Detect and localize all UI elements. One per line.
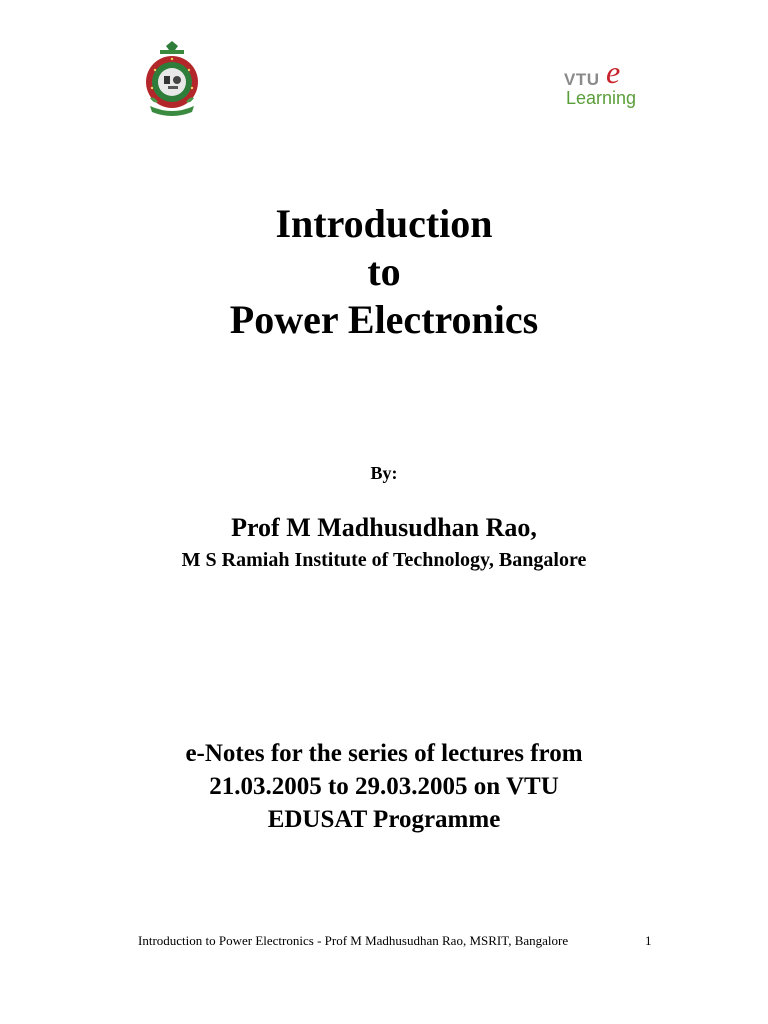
logo-learning-text: Learning <box>566 88 637 108</box>
document-title <box>0 200 768 344</box>
notes-line-1: e-Notes for the series of lectures from <box>185 740 583 767</box>
notes-line-2: 21.03.2005 to 29.03.2005 on VTU <box>209 773 559 800</box>
logo-e-mark: e <box>606 54 621 90</box>
notes-line-3: EDUSAT Programme <box>267 806 501 833</box>
title-line-3: Power Electronics <box>229 297 539 342</box>
by-label: By: <box>370 463 398 483</box>
page-number: 1 <box>645 933 652 948</box>
notes-description <box>0 737 768 836</box>
page-footer: Introduction to Power Electronics - Prof M Madhusudhan Rao, MSRIT, Bangalore <box>138 933 569 948</box>
institute-emblem-logo <box>140 40 204 120</box>
logo-vtu-text: VTU <box>564 70 600 89</box>
emblem-icon <box>140 40 204 120</box>
vtu-elearning-logo <box>556 54 648 116</box>
title-line-1: Introduction <box>275 201 493 246</box>
author-institute: M S Ramiah Institute of Technology, Bangalore <box>181 549 587 571</box>
title-line-2: to <box>367 249 401 294</box>
author-name: Prof M Madhusudhan Rao, <box>231 513 537 542</box>
